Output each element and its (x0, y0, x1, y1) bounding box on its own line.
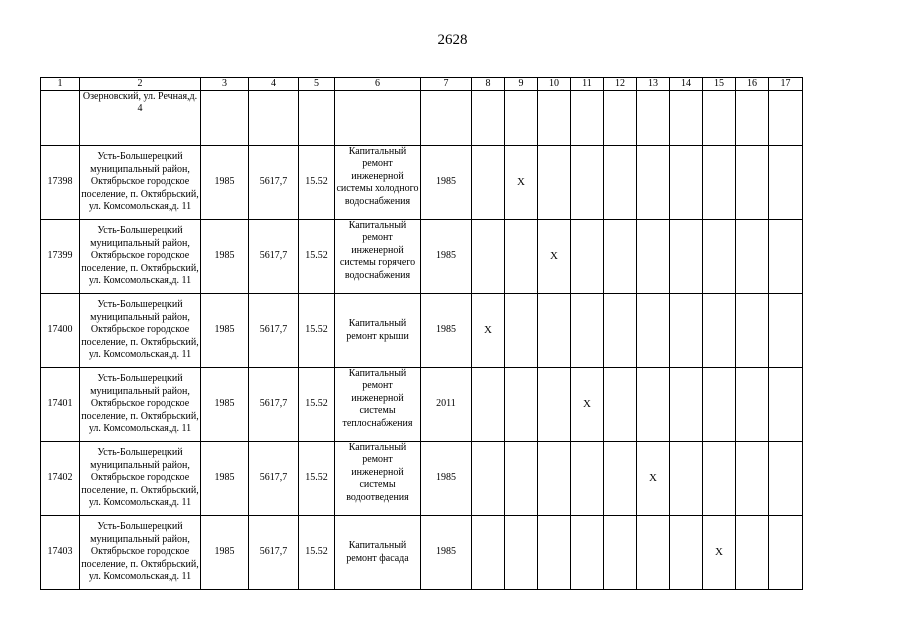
empty-cell (604, 368, 637, 442)
address-cell: Усть-Большерецкий муниципальный район, Октябрьское городское поселение, п. Октябрьский, ул. Комсомольская,д. 11 (80, 368, 201, 442)
column-number: 6 (335, 78, 421, 91)
rate-cell: 15.52 (299, 368, 335, 442)
area-cell: 5617,7 (249, 516, 299, 590)
column-number: 14 (670, 78, 703, 91)
empty-cell (571, 220, 604, 294)
address-cell: Усть-Большерецкий муниципальный район, Октябрьское городское поселение, п. Октябрьский, ул. Комсомольская,д. 11 (80, 442, 201, 516)
row-id-cell: 17403 (41, 516, 80, 590)
empty-cell (472, 442, 505, 516)
address-cell: Усть-Большерецкий муниципальный район, Октябрьское городское поселение, п. Октябрьский, ул. Комсомольская,д. 11 (80, 220, 201, 294)
empty-cell (637, 516, 670, 590)
empty-cell (604, 294, 637, 368)
empty-cell (505, 91, 538, 146)
empty-cell (538, 294, 571, 368)
table-row (41, 442, 803, 516)
empty-cell (472, 220, 505, 294)
empty-cell (472, 91, 505, 146)
column-number: 5 (299, 78, 335, 91)
empty-cell (249, 91, 299, 146)
empty-cell (505, 220, 538, 294)
row-id-cell: 17398 (41, 146, 80, 220)
column-number: 7 (421, 78, 472, 91)
column-number: 15 (703, 78, 736, 91)
row-id-cell (41, 91, 80, 146)
empty-cell (769, 146, 803, 220)
empty-cell (703, 146, 736, 220)
continuation-row (41, 91, 803, 146)
work-type-cell: Капитальный ремонт инженерной системы водоотведения (335, 442, 421, 516)
empty-cell (670, 146, 703, 220)
empty-cell (472, 146, 505, 220)
year-built-cell: 1985 (201, 220, 249, 294)
year-built-cell: 1985 (201, 294, 249, 368)
column-number: 16 (736, 78, 769, 91)
empty-cell (736, 91, 769, 146)
mark-cell: X (472, 294, 505, 368)
empty-cell (703, 91, 736, 146)
empty-cell (736, 146, 769, 220)
mark-cell: X (571, 368, 604, 442)
empty-cell (571, 442, 604, 516)
rate-cell: 15.52 (299, 220, 335, 294)
work-year-cell: 1985 (421, 294, 472, 368)
empty-cell (736, 368, 769, 442)
page-number: 2628 (437, 32, 468, 48)
rate-cell: 15.52 (299, 516, 335, 590)
empty-cell (505, 516, 538, 590)
empty-cell (670, 442, 703, 516)
empty-cell (670, 294, 703, 368)
empty-cell (670, 516, 703, 590)
empty-cell (472, 368, 505, 442)
work-year-cell: 1985 (421, 516, 472, 590)
table-row (41, 220, 803, 294)
row-id-cell: 17399 (41, 220, 80, 294)
address-cell: Усть-Большерецкий муниципальный район, Октябрьское городское поселение, п. Октябрьский, ул. Комсомольская,д. 11 (80, 516, 201, 590)
empty-cell (604, 146, 637, 220)
empty-cell (421, 91, 472, 146)
area-cell: 5617,7 (249, 294, 299, 368)
empty-cell (571, 294, 604, 368)
rate-cell: 15.52 (299, 294, 335, 368)
empty-cell (637, 368, 670, 442)
empty-cell (335, 91, 421, 146)
empty-cell (670, 368, 703, 442)
empty-cell (703, 294, 736, 368)
column-number: 1 (41, 78, 80, 91)
area-cell: 5617,7 (249, 146, 299, 220)
empty-cell (703, 442, 736, 516)
work-type-cell: Капитальный ремонт инженерной системы горячего водоснабжения (335, 220, 421, 294)
empty-cell (670, 220, 703, 294)
address-cell: Усть-Большерецкий муниципальный район, Октябрьское городское поселение, п. Октябрьский, ул. Комсомольская,д. 11 (80, 294, 201, 368)
empty-cell (736, 516, 769, 590)
empty-cell (604, 220, 637, 294)
empty-cell (538, 516, 571, 590)
empty-cell (505, 442, 538, 516)
area-cell: 5617,7 (249, 442, 299, 516)
column-number: 13 (637, 78, 670, 91)
empty-cell (571, 146, 604, 220)
empty-cell (637, 91, 670, 146)
empty-cell (769, 220, 803, 294)
table-row (41, 146, 803, 220)
empty-cell (736, 294, 769, 368)
empty-cell (472, 516, 505, 590)
column-number: 8 (472, 78, 505, 91)
empty-cell (637, 146, 670, 220)
table-row (41, 294, 803, 368)
year-built-cell: 1985 (201, 516, 249, 590)
table-body (41, 78, 803, 590)
column-number: 11 (571, 78, 604, 91)
year-built-cell: 1985 (201, 368, 249, 442)
work-type-cell: Капитальный ремонт инженерной системы теплоснабжения (335, 368, 421, 442)
work-year-cell: 1985 (421, 220, 472, 294)
rate-cell: 15.52 (299, 442, 335, 516)
empty-cell (670, 91, 703, 146)
empty-cell (604, 442, 637, 516)
empty-cell (769, 294, 803, 368)
empty-cell (604, 91, 637, 146)
empty-cell (769, 442, 803, 516)
empty-cell (637, 220, 670, 294)
area-cell: 5617,7 (249, 368, 299, 442)
empty-cell (571, 516, 604, 590)
column-number: 4 (249, 78, 299, 91)
work-type-cell: Капитальный ремонт инженерной системы холодного водоснабжения (335, 146, 421, 220)
column-number: 17 (769, 78, 803, 91)
work-year-cell: 1985 (421, 146, 472, 220)
empty-cell (703, 220, 736, 294)
empty-cell (538, 91, 571, 146)
column-number-row (41, 78, 803, 91)
empty-cell (538, 442, 571, 516)
repair-registry-table (40, 77, 803, 590)
column-number: 2 (80, 78, 201, 91)
empty-cell (769, 368, 803, 442)
row-id-cell: 17402 (41, 442, 80, 516)
empty-cell (571, 91, 604, 146)
empty-cell (299, 91, 335, 146)
column-number: 12 (604, 78, 637, 91)
empty-cell (769, 91, 803, 146)
work-year-cell: 2011 (421, 368, 472, 442)
empty-cell (604, 516, 637, 590)
mark-cell: X (538, 220, 571, 294)
empty-cell (736, 220, 769, 294)
work-year-cell: 1985 (421, 442, 472, 516)
area-cell: 5617,7 (249, 220, 299, 294)
row-id-cell: 17400 (41, 294, 80, 368)
work-type-cell: Капитальный ремонт крыши (335, 294, 421, 368)
empty-cell (736, 442, 769, 516)
mark-cell: X (637, 442, 670, 516)
column-number: 9 (505, 78, 538, 91)
table-row (41, 368, 803, 442)
mark-cell: X (505, 146, 538, 220)
rate-cell: 15.52 (299, 146, 335, 220)
year-built-cell: 1985 (201, 442, 249, 516)
column-number: 10 (538, 78, 571, 91)
address-cell: Озерновский, ул. Речная,д. 4 (80, 91, 201, 146)
column-number: 3 (201, 78, 249, 91)
empty-cell (538, 146, 571, 220)
work-type-cell: Капитальный ремонт фасада (335, 516, 421, 590)
empty-cell (201, 91, 249, 146)
row-id-cell: 17401 (41, 368, 80, 442)
address-cell: Усть-Большерецкий муниципальный район, Октябрьское городское поселение, п. Октябрьский, ул. Комсомольская,д. 11 (80, 146, 201, 220)
year-built-cell: 1985 (201, 146, 249, 220)
empty-cell (637, 294, 670, 368)
empty-cell (505, 294, 538, 368)
empty-cell (769, 516, 803, 590)
empty-cell (703, 368, 736, 442)
mark-cell: X (703, 516, 736, 590)
empty-cell (538, 368, 571, 442)
empty-cell (505, 368, 538, 442)
table-row (41, 516, 803, 590)
